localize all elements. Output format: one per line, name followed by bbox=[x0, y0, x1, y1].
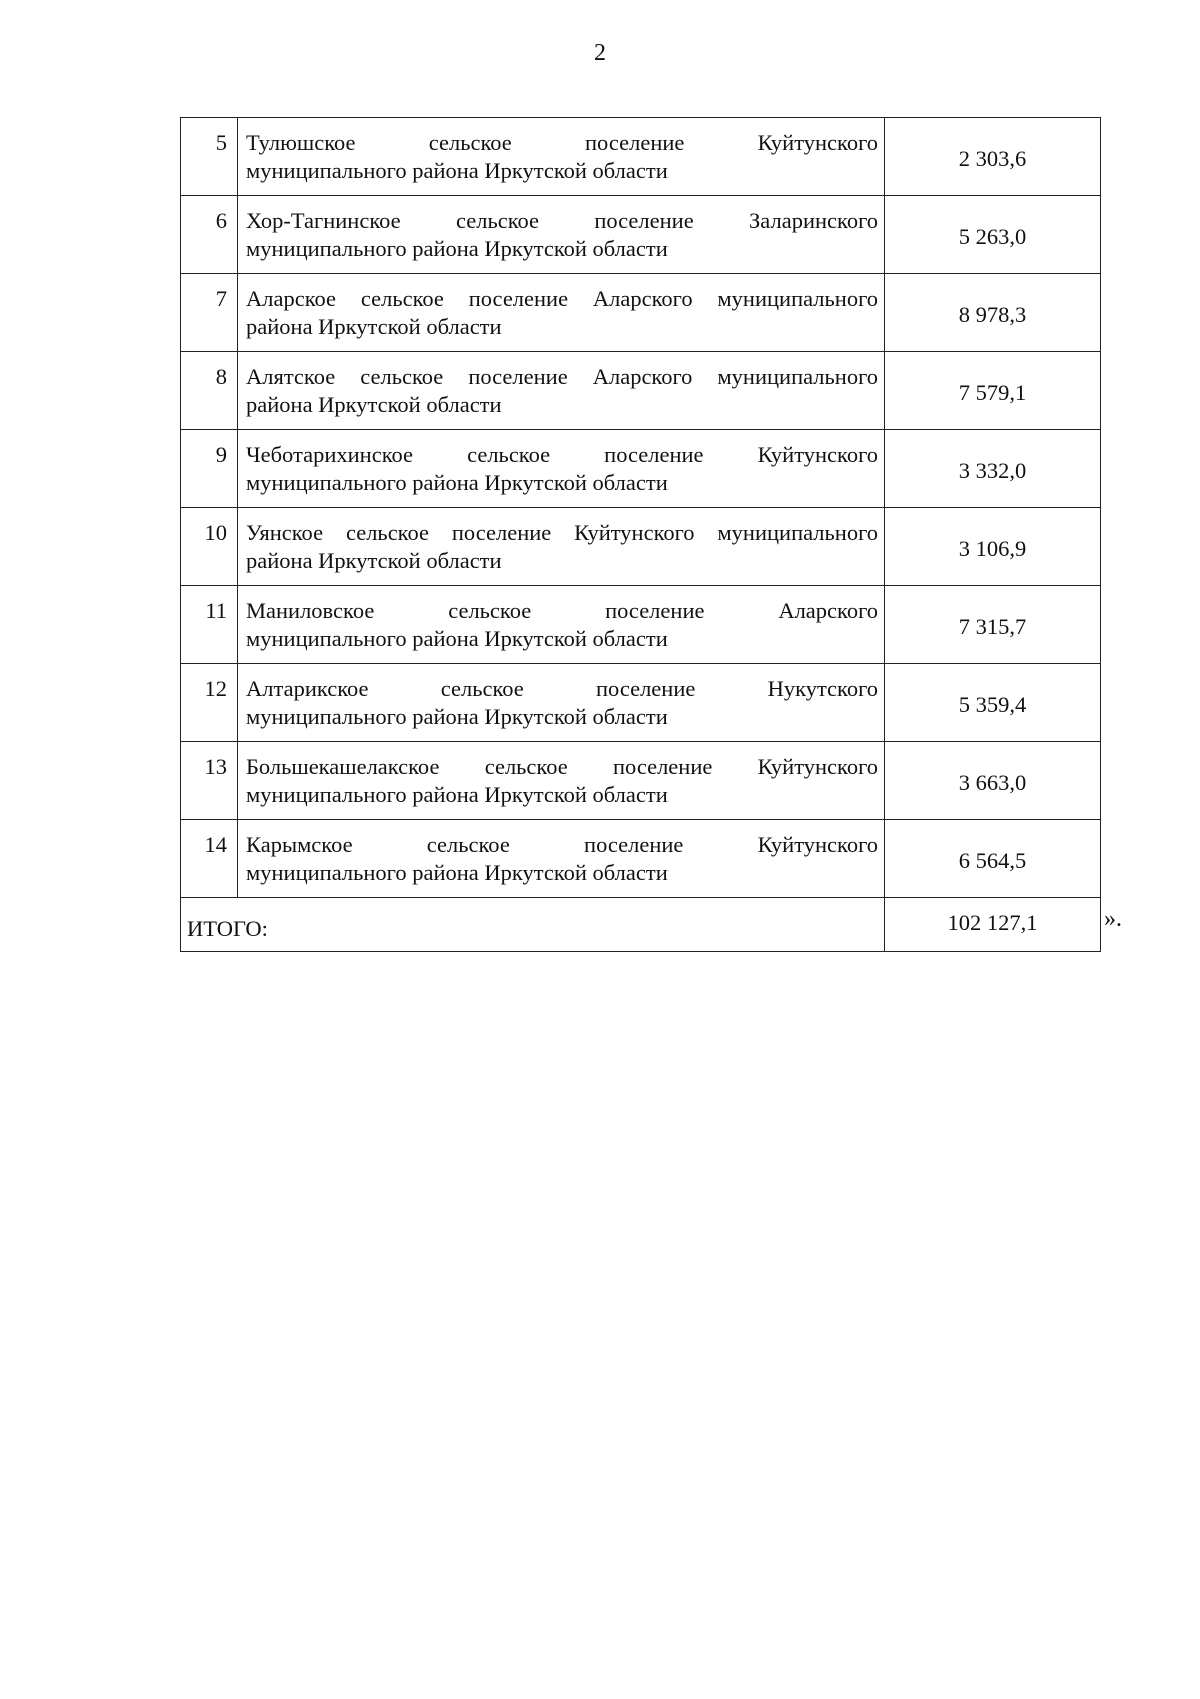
page-number: 2 bbox=[594, 40, 606, 66]
settlement-name bbox=[238, 742, 885, 820]
settlement-name bbox=[238, 352, 885, 430]
row-number: 7 bbox=[181, 274, 238, 352]
settlement-name bbox=[238, 196, 885, 274]
row-number: 9 bbox=[181, 430, 238, 508]
settlement-name-line1: Чеботарихинское сельское поселение Куйтунского bbox=[246, 442, 878, 467]
settlement-name-line1: Уянское сельское поселение Куйтунского муниципального bbox=[246, 520, 878, 545]
settlement-name bbox=[238, 586, 885, 664]
settlement-name-line1: Тулюшское сельское поселение Куйтунского bbox=[246, 130, 878, 155]
settlement-name-line2: муниципального района Иркутской области bbox=[246, 236, 668, 261]
table-row bbox=[181, 430, 1101, 508]
settlement-name bbox=[238, 664, 885, 742]
amount-value: 8 978,3 bbox=[885, 274, 1101, 352]
closing-quote-mark: ». bbox=[1104, 906, 1122, 932]
settlement-name-line2: муниципального района Иркутской области bbox=[246, 158, 668, 183]
settlement-name-line1: Хор-Тагнинское сельское поселение Заларинского bbox=[246, 208, 878, 233]
row-number: 14 bbox=[181, 820, 238, 898]
row-number: 10 bbox=[181, 508, 238, 586]
settlement-name-line1: Алятское сельское поселение Аларского муниципального bbox=[246, 364, 878, 389]
amount-value: 6 564,5 bbox=[885, 820, 1101, 898]
settlement-name-line2: района Иркутской области bbox=[246, 548, 502, 573]
settlement-name bbox=[238, 118, 885, 196]
amount-value: 5 359,4 bbox=[885, 664, 1101, 742]
row-number: 5 bbox=[181, 118, 238, 196]
settlement-name-line2: муниципального района Иркутской области bbox=[246, 626, 668, 651]
amount-value: 3 106,9 bbox=[885, 508, 1101, 586]
settlement-name-line1: Большекашелакское сельское поселение Куйтунского bbox=[246, 754, 878, 779]
settlement-name-line2: района Иркутской области bbox=[246, 392, 502, 417]
settlement-name bbox=[238, 508, 885, 586]
amount-value: 2 303,6 bbox=[885, 118, 1101, 196]
total-value: 102 127,1 bbox=[885, 898, 1101, 952]
table-row bbox=[181, 118, 1101, 196]
row-number: 8 bbox=[181, 352, 238, 430]
settlement-name bbox=[238, 430, 885, 508]
settlement-name-line1: Алтарикское сельское поселение Нукутского bbox=[246, 676, 878, 701]
table-row bbox=[181, 586, 1101, 664]
table-row bbox=[181, 352, 1101, 430]
row-number: 12 bbox=[181, 664, 238, 742]
settlement-name-line2: муниципального района Иркутской области bbox=[246, 470, 668, 495]
table-row bbox=[181, 664, 1101, 742]
table-row bbox=[181, 742, 1101, 820]
settlement-name-line2: муниципального района Иркутской области bbox=[246, 860, 668, 885]
settlement-name-line2: муниципального района Иркутской области bbox=[246, 704, 668, 729]
table-row bbox=[181, 508, 1101, 586]
table-body bbox=[181, 118, 1101, 952]
amount-value: 7 315,7 bbox=[885, 586, 1101, 664]
amount-value: 7 579,1 bbox=[885, 352, 1101, 430]
settlement-name bbox=[238, 820, 885, 898]
row-number: 6 bbox=[181, 196, 238, 274]
row-number: 13 bbox=[181, 742, 238, 820]
table-row bbox=[181, 274, 1101, 352]
total-label: ИТОГО: bbox=[181, 898, 885, 952]
amount-value: 5 263,0 bbox=[885, 196, 1101, 274]
settlement-name-line2: района Иркутской области bbox=[246, 314, 502, 339]
amount-value: 3 332,0 bbox=[885, 430, 1101, 508]
table-row bbox=[181, 196, 1101, 274]
row-number: 11 bbox=[181, 586, 238, 664]
settlement-name bbox=[238, 274, 885, 352]
amount-value: 3 663,0 bbox=[885, 742, 1101, 820]
settlement-name-line1: Карымское сельское поселение Куйтунского bbox=[246, 832, 878, 857]
settlement-name-line1: Маниловское сельское поселение Аларского bbox=[246, 598, 878, 623]
settlement-name-line2: муниципального района Иркутской области bbox=[246, 782, 668, 807]
total-row bbox=[181, 898, 1101, 952]
allocation-table bbox=[180, 117, 1101, 952]
settlement-name-line1: Аларское сельское поселение Аларского муниципального bbox=[246, 286, 878, 311]
table-row bbox=[181, 820, 1101, 898]
